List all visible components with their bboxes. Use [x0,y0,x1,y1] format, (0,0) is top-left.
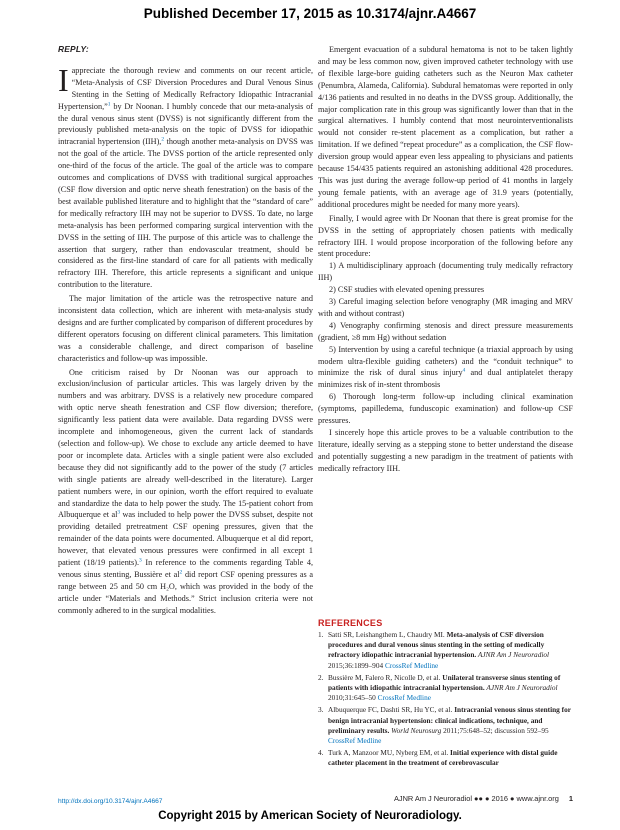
copyright-notice: Copyright 2015 by American Society of Neuroradiology. [158,810,462,822]
crossref-medline-link[interactable]: CrossRef Medline [384,660,439,670]
drop-cap: I [58,61,69,98]
criteria-item: 3) Careful imaging selection before venography (MR imaging and MRV with and without contrast) [318,297,573,318]
criteria-item: 5) Intervention by using a careful technique (a triaxial approach by using modern ultra-flexible guiding catheters) and the “conduit technique” to minimize the risk of dural sinus injury$^4$ and dual antiplatelet therapy minimizes risk of in-stent thrombosis [318,344,573,390]
ref-link[interactable]: 1 [107,100,111,107]
criteria-item: 1) A multidisciplinary approach (documenting truly medically refractory IIH) [318,261,573,283]
ref-link[interactable]: 3 [139,557,142,564]
crossref-medline-link[interactable]: CrossRef Medline [328,736,382,746]
ref-link[interactable]: 3 [117,509,121,516]
crossref-medline-link[interactable]: CrossRef Medline [377,693,431,703]
ref-link[interactable]: 2 [179,569,183,576]
paragraph-limitation: The major limitation of the article was the retrospective nature and inconsistent data collection, which are inherent with meta-analysis study designs and are further complicated by comparison of different procedures by different operators focusing on different clinical parameters. This limitation was a considerable challenge, and direct comparison of baseline characteristics and follow-up was impossible. [58,294,313,363]
criteria-item: 4) Venography confirming stenosis and direct pressure measurements (gradient, ≥8 mm Hg) without sedation [318,320,573,342]
paragraph-proposal: Finally, I would agree with Dr Noonan that there is great promise for the DVSS in the setting of appropriately chosen patients with medically refractory IIH. I would propose incorporation of the following before any stent procedure: [318,213,573,259]
reference-item: 3. Albuquerque FC, Dashti SR, Hu YC, et al. Intracranial venous sinus stenting for benign intracranial hypertension: clinical indications, technique, and preliminary results. World Neurosurg 2011;75:648–52; discussion 592–95 CrossRef Medline [318,705,571,746]
paragraph-criticism: One criticism raised by Dr Noonan was our approach to exclusion/inclusion of particular articles. This was largely driven by the numbers and was arbitrary. DVSS is a relatively new procedure compared with optic nerve sheath fenestration and CSF flow diversion; therefore, significantly less patient data were available. Data regarding DVSS were incomplete and inhomogeneous, given the current lack of standards (selection and follow-up). We chose to exclude any article deemed to have poor or incomplete data. Articles with a single patient were also excluded because they did not significantly add to the power of the study (7 articles with single patients are already well-described in the literature). Larger patient numbers were, in our opinion, worth the effort required to evaluate and standardize the data to help power the study. The 15-patient cohort from Albuquerque et $al^3$ was included to help power the DVSS subset, despite not providing detailed pretreatment CSF opening pressures, given that the remainder of the data points were documented. Albuquerque et al did report, however, that elevated venous pressures were confirmed in all except 1 patient (18/19 patients).$^3$ In reference to the comments regarding Table 4, venous sinus stenting, Bussière et $al^2$ did report CSF opening pressures as a range between 25 and 50 cm H₂O, which was provided in the body of the article under “Materials and Methods.” Strict inclusion criteria were not commonly adhered to in the surgical modalities. [58,367,313,615]
criteria-item: 2) CSF studies with elevated opening pressures [329,285,485,295]
paragraph-intro: Iappreciate the thorough review and comments on our recent article, “Meta-Analysis of CSF Diversion Procedures and Dural Venous Sinus Stenting in the Setting of Medically Refractory Idiopathic Intracranial Hypertension,”$^1$ by Dr Noonan. I humbly concede that our meta-analysis of the dural venous sinus stent (DVSS) is not significantly different from the previously published meta-analysis on the topic of DVSS for idiopathic intracranial hypertension (IIH),$^2$ though another meta-analysis on DVSS was not the goal of the article. The DVSS portion of the article represented only one-third of the focus of the article. The goal of the article was to compare outcomes and complications of DVSS with traditional surgical approaches (CSF flow diversion and optic nerve sheath fenestration) on the basis of the best available published literature and to highlight that the “standard of care” for medically refractory IIH may not be superior to DVSS. To date, no large meta-analysis has been performed comparing surgical intervention with the DVSS in the setting of IIH. The purpose of this article was to challenge the assertion that surgery, rather than endovascular treatment, should be considered as the first-line standard of care for all patients with medically refractory IIH. Therefore, this article represents a significant and unique contribution to the literature. [58,61,314,290]
paragraph-closing: I sincerely hope this article proves to be a valuable contribution to the literature, ideally serving as a stepping stone to better understand the disease and potentially suggesting a new paradigm in the treatment of patients with medically refractory IIH. [318,428,573,473]
reference-item: 2. Bussière M, Falero R, Nicolle D, et al. Unilateral transverse sinus stenting of patients with idiopathic intracranial hypertension. AJNR Am J Neuroradiol 2010;31:645–50 CrossRef Medline [318,672,561,703]
published-banner: Published December 17, 2015 as 10.3174/ajnr.A4667 [143,6,477,21]
left-column [58,44,313,617]
ref-link[interactable]: 4 [462,367,466,374]
doi-link[interactable]: http://dx.doi.org/10.3174/ajnr.A4667 [58,798,163,805]
reference-item: 4. Turk A, Manzoor MU, Nyberg EM, et al. Initial experience with distal guide catheter placement in the treatment of cerebrovascular [318,748,558,768]
criteria-list [318,260,573,427]
references-heading: REFERENCES [318,618,383,628]
references-list [318,630,573,771]
reference-item: 1. Satti SR, Leishangthem L, Chaudry MI. Meta-analysis of CSF diversion procedures and dural venous sinus stenting in the setting of medically refractory idiopathic intracranial hypertension. AJNR Am J Neuroradiol 2015;36:1899–904 CrossRef Medline [318,630,550,670]
reply-heading: REPLY: [58,44,89,54]
criteria-item: 6) Thorough long-term follow-up including clinical examination (symptoms, papilledema, funduscopic examination) and follow-up CSF pressures. [318,392,573,426]
page-number: 1 [568,794,573,803]
ref-link[interactable]: 2 [161,136,165,143]
journal-footer: AJNR Am J Neuroradiol ●● ● 2016 ● www.ajnr.org 1 [393,794,573,803]
right-column [318,44,573,475]
paragraph-subdural: Emergent evacuation of a subdural hematoma is not to be taken lightly and may be less common now, given improved catheter technology with use of flexible large-bore guiding catheters such as the Neuron Max catheter (Penumbra, Alameda, California). Subdural hematomas were reported in only 4/136 patients and resulted in no deaths in the DVSS group. Additionally, the major complication rate in this group was significantly lower than that in the surgical alternatives. I humbly contend that most neurointerventionalists would not consider re-stent placement as a complication, but rather a limitation. If we defined “repeat procedure” as a complication, the CSF flow-diversion group would appear even less appealing to physicians and patients because 154/435 patients required an astonishing additional 428 procedures. This was just during the average follow-up period of 41 months in largely young female patients, with an average age of 31.9 years (potentially, additional procedures might be needed for many more years). [318,45,573,209]
